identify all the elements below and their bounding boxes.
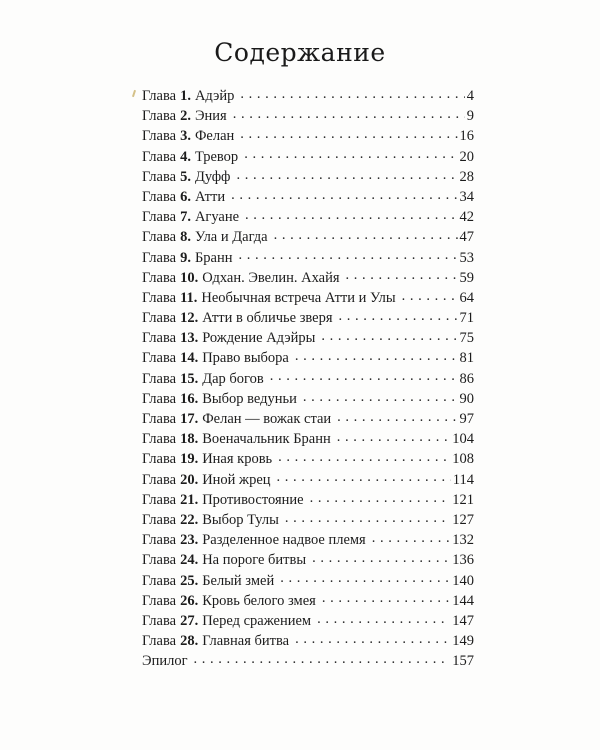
page-number: 75 [459, 330, 474, 347]
page-number: 114 [452, 471, 474, 488]
page-number: 144 [452, 592, 474, 609]
toc-entry [142, 187, 474, 207]
chapter-title: Эния [194, 108, 227, 125]
chapter-label: Глава [142, 451, 177, 468]
chapter-label: Глава [142, 390, 177, 407]
toc-entry [142, 348, 474, 368]
toc-entry-epilogue [142, 651, 474, 671]
toc-entry [142, 631, 474, 651]
dot-leader [346, 268, 458, 282]
page-number: 71 [459, 310, 474, 327]
chapter-title: На пороге битвы [202, 552, 307, 569]
chapter-title: Фелан [194, 128, 235, 145]
chapter-label: Глава [142, 310, 177, 327]
chapter-number: 12. [180, 310, 199, 327]
page-number: 16 [459, 128, 474, 145]
dot-leader [238, 248, 457, 262]
chapter-number: 23. [180, 532, 199, 549]
page-number: 104 [452, 431, 474, 448]
dot-leader [278, 449, 450, 463]
chapter-number: 1. [180, 88, 191, 104]
toc-entry [142, 106, 474, 126]
page-number: 140 [452, 572, 474, 589]
dot-leader [337, 429, 450, 443]
chapter-title: Главная битва [202, 633, 290, 650]
chapter-number: 5. [180, 168, 191, 185]
chapter-label: Глава [142, 592, 177, 609]
page-number: 42 [459, 209, 474, 226]
chapter-title: Иной жрец [202, 471, 271, 488]
chapter-label: Глава [142, 88, 177, 104]
chapter-title: Фелан — вожак стаи [202, 411, 332, 427]
dot-leader [236, 167, 457, 181]
chapter-title: Противостояние [202, 491, 304, 508]
chapter-number: 4. [180, 148, 191, 165]
chapter-title: Атти в обличье зверя [202, 310, 333, 327]
chapter-title: Необычная встреча Атти и Улы [201, 289, 396, 306]
chapter-label: Глава [142, 532, 177, 549]
dot-leader [245, 207, 457, 221]
chapter-title: Выбор ведуньи [202, 390, 297, 407]
chapter-label: Глава [142, 572, 177, 589]
dot-leader [322, 591, 450, 605]
dot-leader [303, 389, 458, 403]
chapter-number: 10. [180, 269, 199, 286]
chapter-number: 14. [180, 350, 199, 367]
page-number: 127 [452, 511, 474, 528]
chapter-number: 11. [180, 289, 198, 306]
chapter-number: 9. [180, 249, 191, 266]
dot-leader [280, 571, 450, 585]
chapter-label: Глава [142, 411, 177, 427]
chapter-label: Глава [142, 471, 177, 488]
page-number: 132 [452, 532, 474, 549]
chapter-label: Глава [142, 249, 177, 266]
toc-entry [142, 147, 474, 167]
page-number: 9 [466, 108, 474, 125]
chapter-number: 7. [180, 209, 191, 226]
chapter-number: 24. [180, 552, 199, 569]
chapter-label: Глава [142, 188, 177, 205]
chapter-title: Дуфф [194, 168, 231, 185]
page-number: 149 [452, 633, 474, 650]
page-number: 28 [459, 168, 474, 185]
table-of-contents [142, 86, 474, 671]
page-number: 108 [452, 451, 474, 468]
toc-entry [142, 268, 474, 288]
page-number: 64 [459, 289, 474, 306]
chapter-label: Глава [142, 612, 177, 629]
toc-entry [142, 449, 474, 469]
chapter-title: Перед сражением [202, 612, 312, 629]
dot-leader [372, 530, 451, 544]
toc-entry [142, 571, 474, 591]
toc-entry [142, 429, 474, 449]
page-number: 20 [459, 148, 474, 165]
chapter-label: Глава [142, 289, 177, 306]
chapter-title: Ула и Дагда [194, 229, 268, 246]
dot-leader [240, 86, 464, 100]
toc-entry [142, 550, 474, 570]
page-number: 4 [466, 88, 474, 104]
dot-leader [295, 631, 450, 645]
pencil-mark [132, 90, 136, 97]
chapter-number: 21. [180, 491, 199, 508]
dot-leader [295, 348, 458, 362]
toc-entry [142, 389, 474, 409]
page-title: Содержание [214, 38, 386, 67]
page-number: 81 [459, 350, 474, 367]
page-number: 121 [452, 491, 474, 508]
chapter-label: Глава [142, 633, 177, 650]
page-number: 97 [459, 411, 474, 427]
dot-leader [277, 470, 451, 484]
dot-leader [337, 409, 457, 423]
toc-entry [142, 288, 474, 308]
chapter-title: Рождение Адэйры [202, 330, 316, 347]
toc-entry [142, 591, 474, 611]
dot-leader [270, 369, 458, 383]
page-number: 157 [452, 653, 474, 670]
dot-leader [339, 308, 458, 322]
page-number: 59 [459, 269, 474, 286]
dot-leader [240, 126, 457, 140]
chapter-label: Глава [142, 511, 177, 528]
chapter-number: 13. [180, 330, 199, 347]
chapter-number: 3. [180, 128, 191, 145]
page-number: 90 [459, 390, 474, 407]
chapter-number: 19. [180, 451, 199, 468]
dot-leader [244, 147, 457, 161]
chapter-label: Глава [142, 128, 177, 145]
chapter-number: 28. [180, 633, 199, 650]
epilogue-title: Эпилог [142, 653, 188, 670]
chapter-title: Агуане [194, 209, 240, 226]
chapter-title: Атти [194, 188, 226, 205]
dot-leader [317, 611, 450, 625]
chapter-title: Право выбора [202, 350, 289, 367]
chapter-number: 16. [180, 390, 199, 407]
page-number: 147 [452, 612, 474, 629]
chapter-number: 26. [180, 592, 199, 609]
dot-leader [233, 106, 465, 120]
toc-entry [142, 328, 474, 348]
toc-entry [142, 470, 474, 490]
chapter-title: Дар богов [202, 370, 264, 387]
chapter-number: 8. [180, 229, 191, 246]
dot-leader [274, 227, 458, 241]
chapter-title: Тревор [194, 148, 239, 165]
chapter-number: 6. [180, 188, 191, 205]
toc-entry [142, 126, 474, 146]
chapter-title: Разделенное надвое племя [202, 532, 366, 549]
chapter-number: 27. [180, 612, 199, 629]
page-number: 136 [452, 552, 474, 569]
page-number: 86 [459, 370, 474, 387]
chapter-label: Глава [142, 108, 177, 125]
toc-entry [142, 86, 474, 106]
chapter-label: Глава [142, 209, 177, 226]
chapter-title: Иная кровь [202, 451, 273, 468]
chapter-title: Адэйр [194, 88, 235, 104]
chapter-title: Одхан. Эвелин. Ахайя [202, 269, 340, 286]
chapter-number: 25. [180, 572, 199, 589]
toc-entry [142, 369, 474, 389]
toc-entry [142, 611, 474, 631]
chapter-label: Глава [142, 431, 177, 448]
toc-entry [142, 530, 474, 550]
chapter-number: 18. [180, 431, 199, 448]
chapter-label: Глава [142, 330, 177, 347]
page-number: 53 [459, 249, 474, 266]
page-number: 47 [459, 229, 474, 246]
dot-leader [194, 651, 451, 665]
chapter-label: Глава [142, 168, 177, 185]
dot-leader [312, 550, 450, 564]
toc-entry [142, 510, 474, 530]
chapter-label: Глава [142, 552, 177, 569]
toc-entry [142, 207, 474, 227]
toc-entry [142, 167, 474, 187]
chapter-label: Глава [142, 491, 177, 508]
dot-leader [285, 510, 450, 524]
chapter-label: Глава [142, 148, 177, 165]
dot-leader [402, 288, 458, 302]
toc-entry [142, 248, 474, 268]
toc-entry [142, 308, 474, 328]
chapter-number: 22. [180, 511, 199, 528]
page-number: 34 [459, 188, 474, 205]
dot-leader [321, 328, 457, 342]
chapter-number: 2. [180, 108, 191, 125]
chapter-title: Бранн [194, 249, 233, 266]
chapter-number: 20. [180, 471, 199, 488]
chapter-label: Глава [142, 269, 177, 286]
chapter-title: Белый змей [202, 572, 275, 589]
toc-entry [142, 227, 474, 247]
dot-leader [231, 187, 457, 201]
chapter-number: 17. [180, 411, 199, 427]
toc-entry [142, 490, 474, 510]
chapter-label: Глава [142, 350, 177, 367]
chapter-label: Глава [142, 229, 177, 246]
chapter-title: Кровь белого змея [202, 592, 316, 609]
toc-entry [142, 409, 474, 429]
chapter-title: Выбор Тулы [202, 511, 279, 528]
dot-leader [310, 490, 451, 504]
chapter-number: 15. [180, 370, 199, 387]
chapter-title: Военачальник Бранн [202, 431, 331, 448]
chapter-label: Глава [142, 370, 177, 387]
